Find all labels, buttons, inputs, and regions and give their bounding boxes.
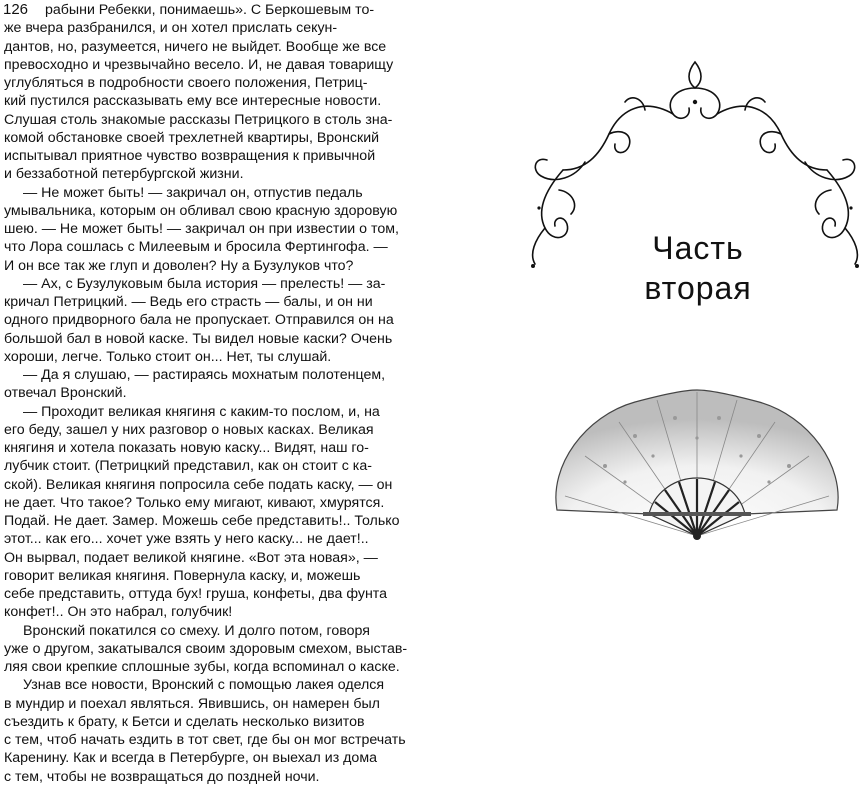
text-line: и беззаботной петербургской жизни. — [4, 166, 244, 183]
text-line: что Лора сошлась с Милеевым и бросила Фертингофа. — — [4, 239, 388, 256]
text-line: его беду, зашел у них разговор о новых касках. Великая — [4, 421, 374, 438]
text-line: дантов, но, разумеется, ничего не выйдет. Вообще же все — [4, 38, 387, 55]
left-page — [0, 0, 408, 785]
text-line: уже о другом, закатывался своим здоровым смехом, выстав- — [4, 640, 408, 657]
text-line: — Ах, с Бузулуковым была история — прелесть! — за- — [23, 275, 386, 292]
text-line: И он все так же глуп и доволен? Ну а Бузулуков что? — [4, 257, 354, 274]
text-line: углубляться в подробности своего положения, Петриц- — [4, 75, 368, 91]
text-line: кричал Петрицкий. — Ведь его страсть — балы, и он ни — [4, 294, 373, 310]
text-line: — Не может быть! — закричал он, отпустив педаль — [23, 184, 363, 201]
text-line: Слушая столь знакомые рассказы Петрицкого в столь зна- — [4, 111, 393, 128]
part-title-line2: вторая — [644, 270, 752, 306]
text-line: шею. — Не может быть! — закричал он при известии о том, — [4, 221, 399, 237]
text-line: в мундир и поехал являться. Явившись, он намерен был — [4, 695, 380, 712]
text-line: Он вырвал, подает великой княгине. «Вот эта новая», — — [4, 549, 378, 566]
text-line: Узнав все новости, Вронский с помощью лакея оделся — [23, 677, 385, 694]
text-line: этот... как его... хочет уже взять у него каску... не дает!.. — [4, 531, 369, 548]
text-line: ляя свои крепкие сплошные зубы, когда вспоминал о каске. — [4, 659, 400, 675]
text-line: с тем, чтоб начать ездить в тот свет, где бы он мог встречать — [4, 732, 406, 748]
right-page — [405, 0, 865, 687]
text-line: одного придворного бала не пропускает. Отправился он на — [4, 312, 394, 329]
text-line: испытывал приятное чувство возвращения к привычной — [4, 148, 376, 164]
text-line: княгиня и хотела показать новую каску... Видят, наш го- — [4, 440, 369, 456]
lace-fan-icon — [545, 386, 849, 546]
text-line: говорит великая княгиня. Повернула каску, и, можешь — [4, 567, 361, 584]
text-line: кий пустился рассказывать ему все интересные новости. — [4, 93, 382, 110]
text-line: лубчик стоит. (Петрицкий представил, как он стоит с ка- — [4, 458, 372, 475]
text-line: большой бал в новой каске. Ты видел новые каски? Очень — [4, 330, 393, 347]
text-line: Вронский покатился со смеху. И долго потом, говоря — [23, 622, 370, 639]
text-line: конфет!.. Он это набрал, голубчик! — [4, 604, 233, 621]
text-line: с тем, чтобы не возвращаться до поздней ночи. — [4, 768, 320, 785]
part-title-line1: Часть — [652, 230, 744, 266]
text-line: комой обстановке своей трехлетней квартиры, Вронский — [4, 129, 380, 146]
page-number: 126 — [3, 1, 29, 18]
text-line: себе представить, оттуда бух! груша, конфеты, два фунта — [4, 586, 388, 602]
text-line: рабыни Ребекки, понимаешь». С Беркошевым то- — [45, 2, 375, 18]
text-line: хороши, легче. Только стоит он... Нет, ты слушай. — [4, 348, 332, 365]
chapter-text — [4, 1, 408, 786]
part-title — [565, 228, 831, 308]
text-line: съездить к брату, к Бетси и сделать несколько визитов — [4, 713, 365, 730]
text-line: Подай. Не дает. Замер. Можешь себе представить!.. Только — [4, 513, 400, 529]
text-line: не дает. Что такое? Только ему мигают, кивают, хмурятся. — [4, 494, 385, 511]
text-line: умывальника, которым он обливал свою красную здоровую — [4, 202, 398, 219]
text-line: ской). Великая княгиня попросила себе подать каску, — он — [4, 476, 393, 493]
text-line: — Да я слушаю, — растираясь мохнатым полотенцем, — [23, 367, 386, 383]
text-line: превосходно и чрезвычайно весело. И, не давая товарищу — [4, 56, 394, 73]
text-line: Каренину. Как и всегда в Петербурге, он выехал из дома — [4, 750, 377, 767]
text-line: же вчера разбранился, и он хотел прислать секун- — [4, 20, 338, 37]
text-line: — Проходит великая княгиня с каким-то послом, и, на — [23, 403, 380, 420]
text-line: отвечал Вронский. — [4, 385, 127, 402]
